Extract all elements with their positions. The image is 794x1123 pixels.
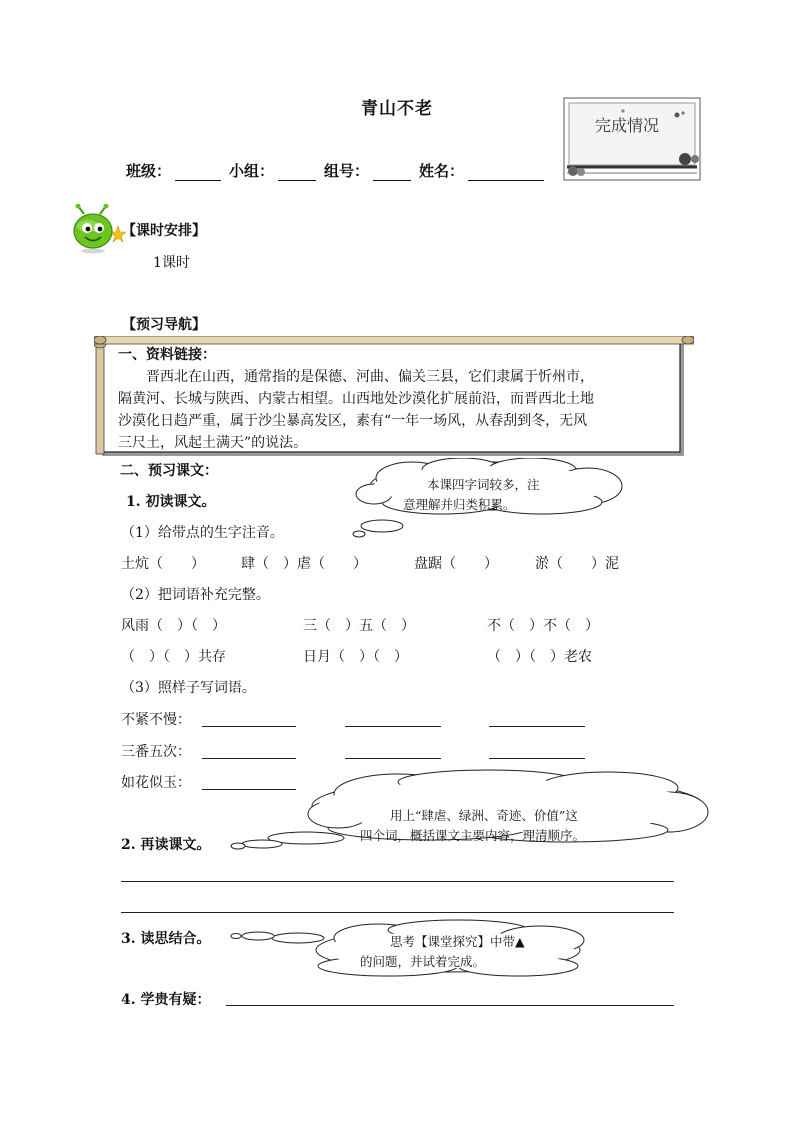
cloud-note-line: 本课四字词较多，注 (427, 477, 540, 492)
answer-line[interactable] (121, 912, 674, 913)
pinyin-item[interactable]: 肆（ ）虐（ ） (241, 556, 367, 572)
class-label: 班级： (126, 162, 172, 180)
preview-text-heading: 二、预习课文： (120, 463, 218, 479)
answer-line[interactable] (121, 881, 674, 882)
smiley-mascot-icon (70, 204, 126, 256)
group-label: 小组： (229, 162, 275, 180)
pinyin-item[interactable]: 盘踞（ ） (414, 556, 498, 572)
answer-line[interactable] (489, 758, 585, 759)
materials-line: 三尺土，风起土满天”的说法。 (118, 435, 308, 451)
answer-line[interactable] (345, 758, 441, 759)
materials-line: 晋西北在山西，通常指的是保德、河曲、偏关三县，它们隶属于忻州市， (146, 369, 594, 385)
group-no-blank[interactable] (373, 162, 411, 181)
answer-line[interactable] (489, 726, 585, 727)
fill-item[interactable]: 三（ ）五（ ） (303, 618, 415, 634)
cloud-note-3 (360, 932, 570, 972)
example-word: 三番五次： (121, 744, 191, 760)
materials-line: 隔黄河、长城与陕西、内蒙古相望。山西地处沙漠化扩展前沿，而晋西北土地 (118, 391, 594, 407)
fill-item[interactable]: 风雨（ ）（ ） (121, 618, 226, 634)
name-label: 姓名： (419, 162, 465, 180)
materials-heading: 一、资料链接： (118, 347, 216, 363)
cloud-note-line: 意理解并归类积累。 (403, 497, 516, 512)
fill-item[interactable]: （ ）（ ）老农 (487, 649, 592, 665)
materials-line: 沙漠化日趋严重，属于沙尘暴高发区，素有“一年一场风，从春刮到冬，无风 (118, 413, 588, 429)
completion-badge (563, 97, 701, 181)
cloud-note-line: 思考【课堂探究】中带▲ (390, 934, 525, 949)
item-second-reading: 2. 再读课文。 (121, 837, 211, 853)
fill-item[interactable]: （ ）（ ）共存 (121, 649, 226, 665)
example-word: 如花似玉： (121, 775, 191, 791)
pinyin-item[interactable]: 土炕（ ） (121, 556, 205, 572)
cloud-note-line: 的问题，并试着完成。 (360, 954, 486, 969)
fill-item[interactable]: 日月（ ）（ ） (303, 649, 408, 665)
cloud-note-2 (360, 806, 660, 846)
answer-line[interactable] (202, 726, 296, 727)
preview-nav-heading: 【预习导航】 (122, 317, 206, 333)
student-info-row (126, 160, 552, 181)
sub-example-instruction: （3）照样子写词语。 (121, 680, 256, 696)
item-read-think: 3. 读思结合。 (121, 931, 211, 947)
example-word: 不紧不慢： (121, 712, 191, 728)
cloud-note-line: 四个词，概括课文主要内容，理清顺序。 (360, 828, 586, 843)
answer-line[interactable] (202, 758, 296, 759)
answer-line[interactable] (345, 726, 441, 727)
name-blank[interactable] (468, 162, 544, 181)
materials-box (118, 344, 678, 454)
cloud-note-1 (403, 475, 593, 515)
pinyin-item[interactable]: 淤（ ）泥 (535, 556, 619, 572)
item-first-reading: 1. 初读课文。 (126, 494, 216, 510)
item-question: 4. 学贵有疑： (121, 992, 211, 1008)
schedule-value: 1课时 (153, 255, 190, 271)
cloud-note-line: 用上“肆虐、绿洲、奇迹、价值”这 (390, 808, 578, 823)
question-answer-line[interactable] (226, 1005, 674, 1006)
page-title: 青山不老 (361, 99, 433, 119)
group-blank[interactable] (278, 162, 316, 181)
schedule-heading: 【课时安排】 (122, 223, 206, 239)
group-no-label: 组号： (324, 162, 370, 180)
completion-badge-label: 完成情况 (594, 116, 660, 135)
sub-pinyin-instruction: （1）给带点的生字注音。 (121, 525, 284, 541)
sub-fill-instruction: （2）把词语补充完整。 (121, 587, 270, 603)
fill-item[interactable]: 不（ ）不（ ） (487, 618, 599, 634)
class-blank[interactable] (175, 162, 221, 181)
